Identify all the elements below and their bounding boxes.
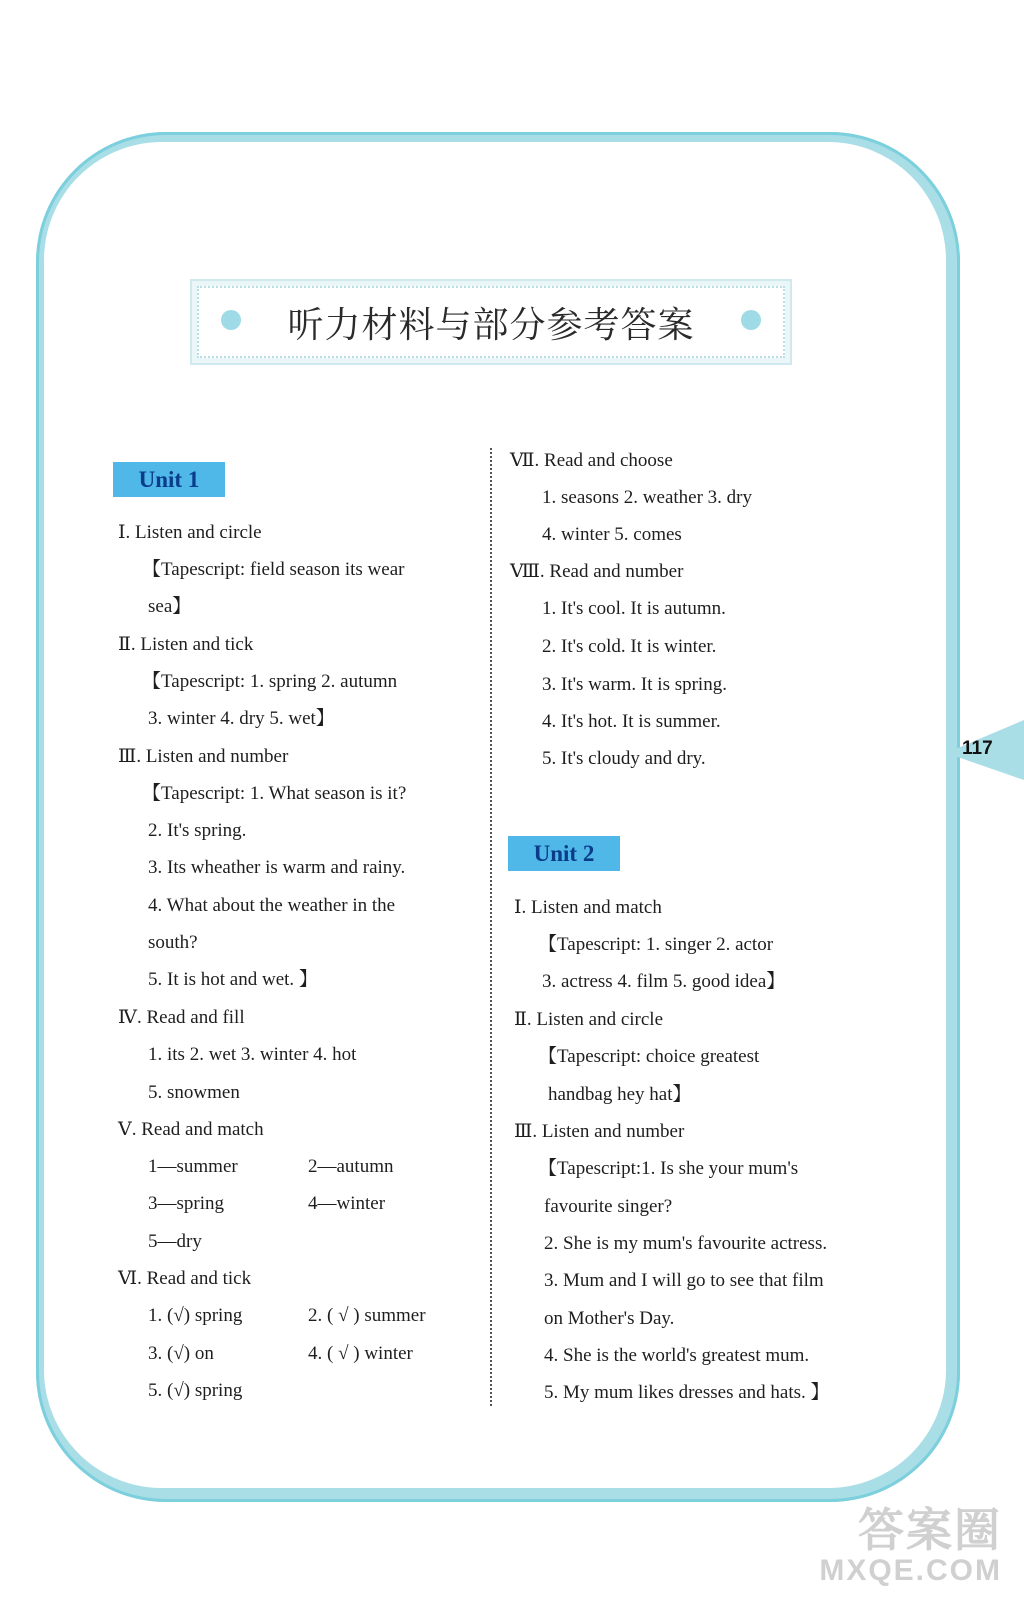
- right-line: on Mother's Day.: [544, 1308, 675, 1329]
- unit-1-label: Unit 1: [113, 462, 225, 497]
- left-line: 5. It is hot and wet. 】: [148, 969, 318, 990]
- right-line: 3. Mum and I will go to see that film: [544, 1270, 824, 1291]
- left-line: Ⅰ. Listen and circle: [118, 522, 262, 543]
- right-line: handbag hey hat】: [548, 1084, 692, 1105]
- left-line: 2. ( √ ) summer: [308, 1305, 426, 1326]
- left-line: 3. Its wheather is warm and rainy.: [148, 857, 406, 878]
- right-line: Ⅶ. Read and choose: [510, 450, 673, 471]
- left-line: 1—summer: [148, 1156, 238, 1177]
- right-line: 4. It's hot. It is summer.: [542, 711, 721, 732]
- left-line: Ⅴ. Read and match: [118, 1119, 264, 1140]
- left-line: Ⅲ. Listen and number: [118, 746, 289, 767]
- right-line: Ⅲ. Listen and number: [514, 1121, 685, 1142]
- left-line: 2—autumn: [308, 1156, 394, 1177]
- left-line: 【Tapescript: field season its wear: [142, 559, 405, 580]
- left-line: 【Tapescript: 1. What season is it?: [142, 783, 407, 804]
- left-line: sea】: [148, 596, 192, 617]
- right-line: 5. It's cloudy and dry.: [542, 748, 706, 769]
- left-line: Ⅱ. Listen and tick: [118, 634, 254, 655]
- title-banner: [197, 286, 785, 358]
- right-line: 3. It's warm. It is spring.: [542, 674, 727, 695]
- left-line: 3. winter 4. dry 5. wet】: [148, 708, 335, 729]
- left-line: 3. (√) on: [148, 1343, 214, 1364]
- watermark-logo: [819, 1494, 1002, 1588]
- left-line: 【Tapescript: 1. spring 2. autumn: [142, 671, 398, 692]
- left-line: 1. its 2. wet 3. winter 4. hot: [148, 1044, 357, 1065]
- unit-2-label: Unit 2: [508, 836, 620, 871]
- right-line: 2. It's cold. It is winter.: [542, 636, 717, 657]
- right-line: Ⅱ. Listen and circle: [514, 1009, 664, 1030]
- right-line: 1. It's cool. It is autumn.: [542, 598, 726, 619]
- left-line: south?: [148, 932, 198, 953]
- left-line: 4. ( √ ) winter: [308, 1343, 413, 1364]
- right-line: Ⅰ. Listen and match: [514, 897, 662, 918]
- right-line: Ⅷ. Read and number: [510, 561, 684, 582]
- title-dot-left-icon: [221, 310, 241, 330]
- left-line: Ⅵ. Read and tick: [118, 1268, 252, 1289]
- right-line: 1. seasons 2. weather 3. dry: [542, 487, 753, 508]
- right-line: 5. My mum likes dresses and hats. 】: [544, 1382, 830, 1403]
- left-line: 4. What about the weather in the: [148, 895, 396, 916]
- right-line: favourite singer?: [544, 1196, 673, 1217]
- right-line: 4. winter 5. comes: [542, 524, 682, 545]
- right-line: 2. She is my mum's favourite actress.: [544, 1233, 828, 1254]
- page-title: 听力材料与部分参考答案: [287, 304, 695, 346]
- left-line: 5. snowmen: [148, 1082, 240, 1103]
- left-line: 1. (√) spring: [148, 1305, 243, 1326]
- left-line: 3—spring: [148, 1193, 224, 1214]
- right-line: 【Tapescript:1. Is she your mum's: [538, 1158, 799, 1179]
- right-line: 4. She is the world's greatest mum.: [544, 1345, 810, 1366]
- left-line: Ⅳ. Read and fill: [118, 1007, 245, 1028]
- right-line: 【Tapescript: 1. singer 2. actor: [538, 934, 774, 955]
- right-line: 3. actress 4. film 5. good idea】: [542, 971, 786, 992]
- watermark-top: 答案圈: [858, 1504, 1002, 1556]
- column-divider: [490, 448, 492, 1406]
- left-line: 5—dry: [148, 1231, 202, 1252]
- left-line: 2. It's spring.: [148, 820, 247, 841]
- left-line: 4—winter: [308, 1193, 386, 1214]
- watermark-bottom: MXQE.COM: [819, 1554, 1002, 1587]
- title-dot-right-icon: [741, 310, 761, 330]
- left-line: 5. (√) spring: [148, 1380, 243, 1401]
- right-line: 【Tapescript: choice greatest: [538, 1046, 760, 1067]
- page-number: 117: [962, 738, 993, 759]
